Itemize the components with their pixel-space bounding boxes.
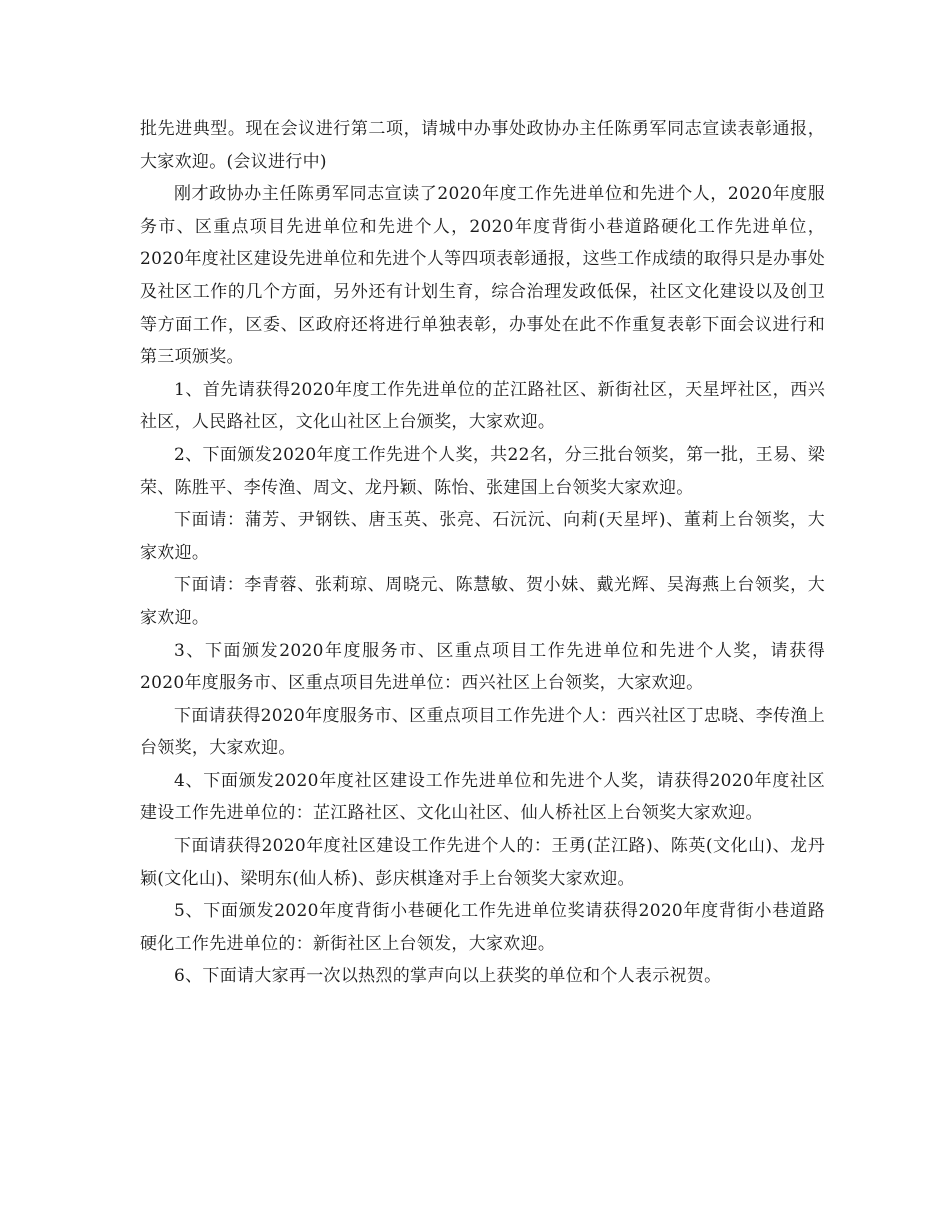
paragraph-item-6: 6、下面请大家再一次以热烈的掌声向以上获奖的单位和个人表示祝贺。 <box>174 966 722 987</box>
paragraph-item-3: 3、下面颁发2020年度服务市、区重点项目工作先进单位和先进个人奖，请获得2020年度服务市、区重点项目先进单位：西兴社区上台领奖，大家欢迎。 <box>140 640 825 694</box>
paragraph-item-2: 2、下面颁发2020年度工作先进个人奖，共22名，分三批台领奖，第一批，王易、梁荣、陈胜平、李传渔、周文、龙丹颖、陈怡、张建国上台领奖大家欢迎。 <box>140 444 825 498</box>
paragraph-item-3-individuals: 下面请获得2020年度服务市、区重点项目工作先进个人：西兴社区丁忠晓、李传渔上台领奖，大家欢迎。 <box>140 705 825 759</box>
paragraph-item-4-individuals: 下面请获得2020年度社区建设工作先进个人的：王勇(芷江路)、陈英(文化山)、龙丹颖(文化山)、梁明东(仙人桥)、彭庆棋逢对手上台领奖大家欢迎。 <box>140 836 825 889</box>
document-body <box>140 113 825 993</box>
paragraph-item-5: 5、下面颁发2020年度背街小巷硬化工作先进单位奖请获得2020年度背街小巷道路硬化工作先进单位的：新街社区上台领发，大家欢迎。 <box>140 901 825 954</box>
paragraph-announcement-summary: 刚才政协办主任陈勇军同志宣读了2020年度工作先进单位和先进个人，2020年度服务市、区重点项目先进单位和先进个人，2020年度背街小巷道路硬化工作先进单位，2020年度社区建设先进单位和先进个人等四项表彰通报，这些工作成绩的取得只是办事处及社区工作的几个方面，另外还有计划生育，综合治理发政低保，社区文化建设以及创卫等方面工作，区委、区政府还将进行单独表彰，办事处在此不作重复表彰下面会议进行和第三项颁奖。 <box>140 184 825 368</box>
paragraph-item-2-batch-2: 下面请：蒲芳、尹钢铁、唐玉英、张亮、石沅沅、向莉(天星坪)、董莉上台领奖，大家欢迎。 <box>140 510 825 563</box>
paragraph-item-4: 4、下面颁发2020年度社区建设工作先进单位和先进个人奖，请获得2020年度社区建设工作先进单位的：芷江路社区、文化山社区、仙人桥社区上台领奖大家欢迎。 <box>140 770 825 824</box>
paragraph-continuation: 批先进典型。现在会议进行第二项，请城中办事处政协办主任陈勇军同志宣读表彰通报，大家欢迎。(会议进行中) <box>140 119 825 172</box>
paragraph-item-2-batch-3: 下面请：李青蓉、张莉琼、周晓元、陈慧敏、贺小妹、戴光辉、吴海燕上台领奖，大家欢迎。 <box>140 575 825 628</box>
paragraph-item-1: 1、首先请获得2020年度工作先进单位的芷江路社区、新街社区，天星坪社区，西兴社区，人民路社区，文化山社区上台颁奖，大家欢迎。 <box>140 379 825 433</box>
